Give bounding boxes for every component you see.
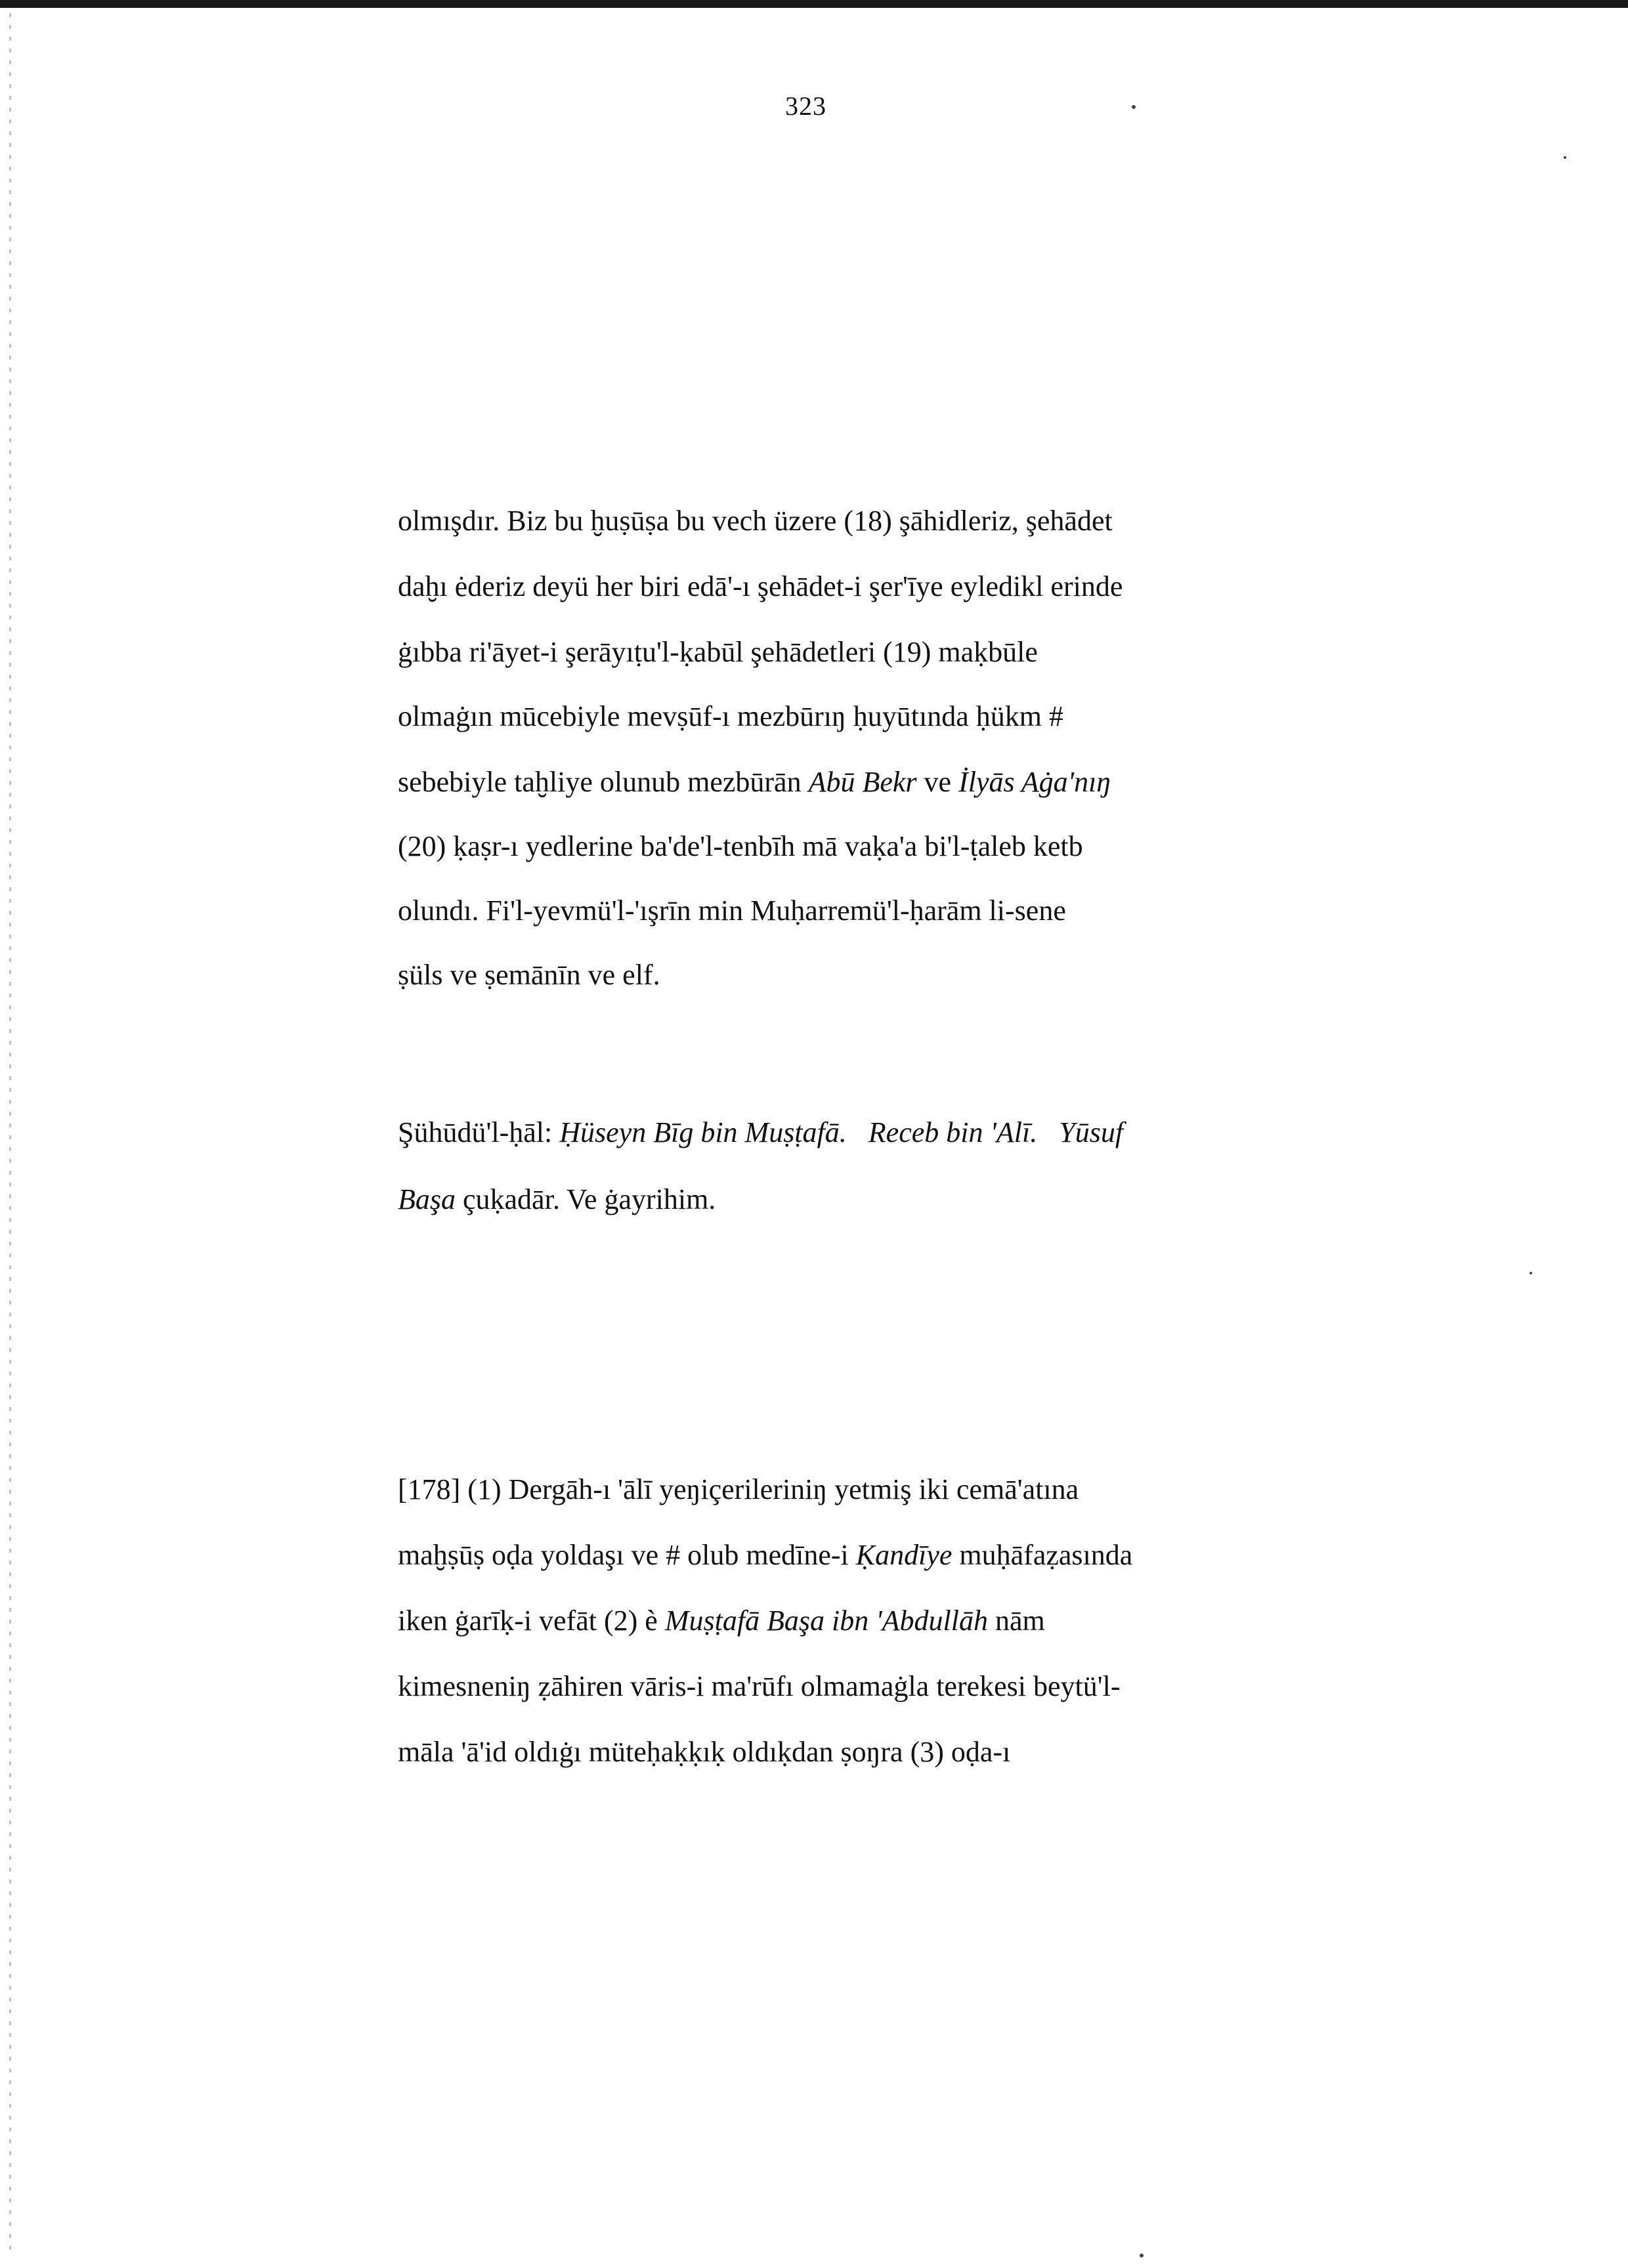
left-scan-edge: [9, 13, 11, 2258]
text-line: daḫı ėderiz deyü her biri edā'-ı şehādet-i şer'īye eyledikl erinde: [398, 570, 1123, 602]
text-line: māla 'ā'id oldıġı müteḥaḳḳıḳ oldıḳdan ṣoŋra (3) oḍa-ı: [398, 1736, 1011, 1768]
text-segment: muḥāfaẓasında: [952, 1539, 1133, 1571]
person-name: Başa: [398, 1183, 456, 1215]
text-segment: iken ġarīḳ-i vefāt (2) è: [398, 1605, 665, 1637]
scan-speck: [1530, 1272, 1532, 1274]
person-name: İlyās Aġa'nıŋ: [958, 766, 1111, 798]
text-line: [398, 1606, 1045, 1635]
scan-speck: [1564, 156, 1566, 159]
text-segment: maḫṣūṣ oḍa yoldaşı ve # olub medīne-i: [398, 1539, 856, 1571]
person-name: Abū Bekr: [808, 766, 917, 798]
text-segment: Şühūdü'l-ḥāl:: [398, 1116, 560, 1148]
text-line: kimesneniŋ ẓāhiren vāris-i ma'rūfı olmamaġla terekesi beytü'l-: [398, 1670, 1121, 1702]
text-line: olmışdır. Biz bu ḫuṣūṣa bu vech üzere (18) şāhidleriz, şehādet: [398, 505, 1113, 537]
page-number: 323: [785, 91, 826, 121]
text-line: olmaġın mūcebiyle mevṣūf-ı mezbūrıŋ ḥuyūtında ḥükm #: [398, 700, 1063, 732]
text-line: [398, 768, 1111, 797]
text-line: [398, 1185, 716, 1214]
text-line: (20) ḳaṣr-ı yedlerine ba'de'l-tenbīh mā vaḳa'a bi'l-ṭaleb ketb: [398, 830, 1083, 862]
text-line: [398, 1118, 1123, 1147]
text-line: ġıbba ri'āyet-i şerāyıṭu'l-ḳabūl şehādetleri (19) maḳbūle: [398, 636, 1038, 668]
text-line: [178] (1) Dergāh-ı 'ālī yeŋiçerileriniŋ yetmiş iki cemā'atına: [398, 1473, 1079, 1505]
text-line: [398, 1541, 1132, 1570]
top-scan-border: [0, 0, 1628, 8]
text-line: ṣüls ve ṣemānīn ve elf.: [398, 959, 660, 991]
person-name: Muṣṭafā Başa ibn 'Abdullāh: [664, 1605, 988, 1637]
person-name: Yūsuf: [1059, 1116, 1124, 1148]
text-segment: ve: [916, 766, 959, 798]
scan-speck: [1140, 2254, 1144, 2258]
scan-speck: [1132, 105, 1136, 109]
text-segment: sebebiyle taḫliye olunub mezbūrān: [398, 766, 802, 798]
text-segment: çuḳadār. Ve ġayrihim.: [456, 1183, 716, 1215]
place-name: Ḳandīye: [855, 1539, 953, 1571]
text-segment: nām: [988, 1605, 1045, 1637]
text-line: olundı. Fi'l-yevmü'l-'ışrīn min Muḥarremü'l-ḥarām li-sene: [398, 894, 1066, 927]
person-name: Ḥüseyn Bīg bin Muṣṭafā.: [559, 1116, 847, 1148]
person-name: Receb bin 'Alī.: [868, 1116, 1038, 1148]
